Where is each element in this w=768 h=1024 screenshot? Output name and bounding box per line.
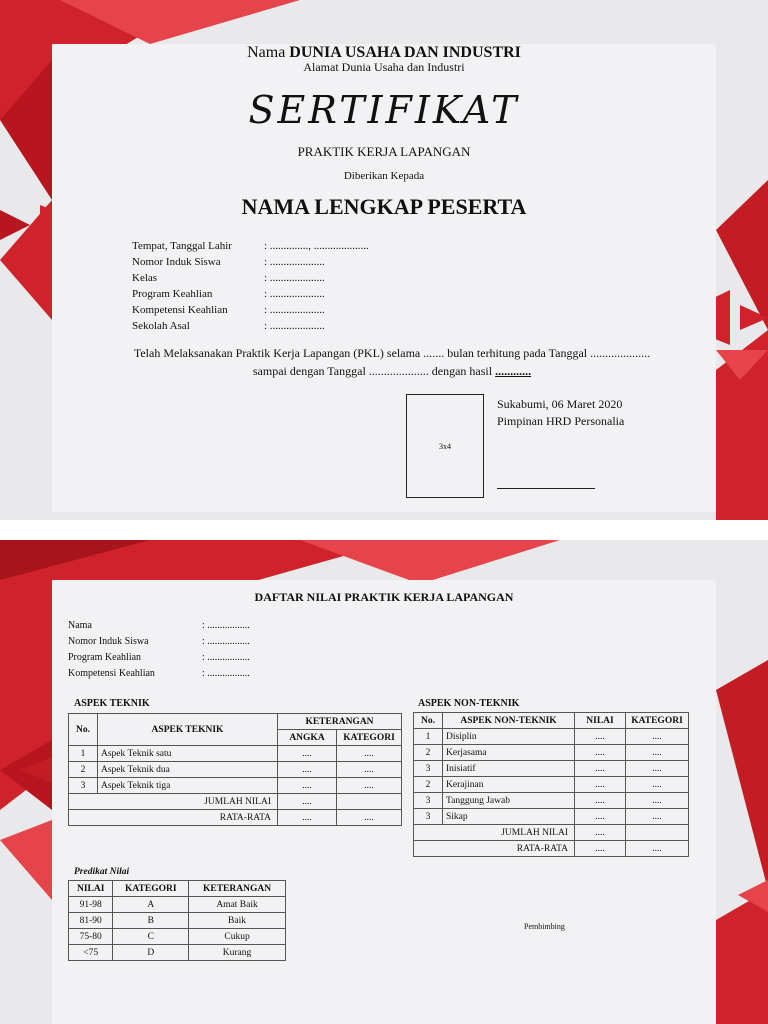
predicate-caption: Predikat Nilai bbox=[74, 867, 130, 877]
col-no: No. bbox=[69, 714, 98, 746]
cell-value: .... bbox=[575, 761, 626, 777]
supervisor-label: Pembimbing bbox=[524, 922, 565, 931]
col-category: KATEGORI bbox=[113, 881, 189, 897]
field-value: : .................... bbox=[264, 288, 325, 300]
table-row bbox=[414, 761, 689, 777]
col-aspect: ASPEK NON-TEKNIK bbox=[443, 713, 575, 729]
field-label: Program Keahlian bbox=[132, 288, 213, 300]
average-label: RATA-RATA bbox=[69, 810, 278, 826]
cell-category: D bbox=[113, 945, 189, 961]
cell-category: .... bbox=[337, 778, 402, 794]
cell-value: 75-80 bbox=[69, 929, 113, 945]
cell-info: Baik bbox=[189, 913, 286, 929]
average-label: RATA-RATA bbox=[414, 841, 575, 857]
given-to-label: Diberikan Kepada bbox=[343, 170, 425, 182]
cell-number: .... bbox=[278, 746, 337, 762]
average-row bbox=[69, 810, 402, 826]
col-category: KATEGORI bbox=[337, 730, 402, 746]
average-value: .... bbox=[575, 841, 626, 857]
table-row bbox=[414, 809, 689, 825]
col-value: NILAI bbox=[69, 881, 113, 897]
total-value: .... bbox=[575, 825, 626, 841]
cell-category: .... bbox=[626, 793, 689, 809]
cell-category: .... bbox=[626, 809, 689, 825]
cell-value: .... bbox=[575, 793, 626, 809]
field-value: : .................... bbox=[264, 256, 325, 268]
cell-number: .... bbox=[278, 778, 337, 794]
cell-aspect: Disiplin bbox=[443, 729, 575, 745]
cell-aspect: Tanggung Jawab bbox=[443, 793, 575, 809]
cell-aspect: Inisiatif bbox=[443, 761, 575, 777]
cell-info: Cukup bbox=[189, 929, 286, 945]
cell-category: .... bbox=[626, 729, 689, 745]
col-aspect: ASPEK TEKNIK bbox=[98, 714, 278, 746]
field-value: : ................. bbox=[202, 668, 250, 679]
table-row bbox=[414, 729, 689, 745]
cell-category: .... bbox=[626, 777, 689, 793]
cell-aspect: Kerjasama bbox=[443, 745, 575, 761]
company-name: Nama DUNIA USAHA DAN INDUSTRI bbox=[247, 44, 521, 61]
cell-category: .... bbox=[337, 746, 402, 762]
field-label: Nama bbox=[68, 620, 92, 631]
cell-info: Kurang bbox=[189, 945, 286, 961]
field-value: : .............., .................... bbox=[264, 240, 369, 252]
field-value: : ................. bbox=[202, 652, 250, 663]
signer-title: Pimpinan HRD Personalia bbox=[497, 414, 625, 428]
cell-value: 91-98 bbox=[69, 897, 113, 913]
cell-category: .... bbox=[337, 762, 402, 778]
cell-no: 2 bbox=[69, 762, 98, 778]
cell-no: 3 bbox=[414, 793, 443, 809]
cell-aspect: Aspek Teknik satu bbox=[98, 746, 278, 762]
table-row bbox=[69, 762, 402, 778]
completion-statement bbox=[112, 344, 672, 380]
col-number: ANGKA bbox=[278, 730, 337, 746]
field-label: Kelas bbox=[132, 272, 158, 284]
field-value: : .................... bbox=[264, 272, 325, 284]
empty-cell bbox=[626, 825, 689, 841]
total-label: JUMLAH NILAI bbox=[69, 794, 278, 810]
average-value: .... bbox=[278, 810, 337, 826]
cell-aspect: Aspek Teknik tiga bbox=[98, 778, 278, 794]
cell-number: .... bbox=[278, 762, 337, 778]
col-category: KATEGORI bbox=[626, 713, 689, 729]
cell-no: 1 bbox=[69, 746, 98, 762]
certificate-subtitle: PRAKTIK KERJA LAPANGAN bbox=[297, 144, 471, 159]
cell-no: 2 bbox=[414, 745, 443, 761]
table-row bbox=[69, 913, 286, 929]
field-label: Sekolah Asal bbox=[132, 320, 190, 332]
cell-value: .... bbox=[575, 777, 626, 793]
cell-aspect: Kerajinan bbox=[443, 777, 575, 793]
field-label: Tempat, Tanggal Lahir bbox=[132, 240, 232, 252]
grades-page bbox=[0, 540, 768, 1024]
total-row bbox=[69, 794, 402, 810]
signature-block bbox=[497, 396, 624, 430]
col-info: KETERANGAN bbox=[189, 881, 286, 897]
table-row bbox=[414, 745, 689, 761]
cell-no: 3 bbox=[69, 778, 98, 794]
col-no: No. bbox=[414, 713, 443, 729]
cell-value: .... bbox=[575, 809, 626, 825]
cell-aspect: Aspek Teknik dua bbox=[98, 762, 278, 778]
field-label: Nomor Induk Siswa bbox=[132, 256, 221, 268]
grades-paper bbox=[52, 580, 716, 1024]
company-address: Alamat Dunia Usaha dan Industri bbox=[303, 60, 465, 74]
technical-caption: ASPEK TEKNIK bbox=[74, 698, 150, 709]
cell-no: 3 bbox=[414, 809, 443, 825]
cell-category: C bbox=[113, 929, 189, 945]
cell-category: A bbox=[113, 897, 189, 913]
average-category: .... bbox=[626, 841, 689, 857]
statement-line-2: sampai dengan Tanggal .................... dengan hasil ............ bbox=[252, 364, 532, 378]
cell-aspect: Sikap bbox=[443, 809, 575, 825]
grades-title: DAFTAR NILAI PRAKTIK KERJA LAPANGAN bbox=[254, 590, 514, 604]
cell-value: .... bbox=[575, 745, 626, 761]
cell-no: 2 bbox=[414, 777, 443, 793]
table-row bbox=[414, 777, 689, 793]
predicate-table bbox=[68, 880, 286, 961]
place-date: Sukabumi, 06 Maret 2020 bbox=[497, 397, 623, 411]
cell-category: .... bbox=[626, 761, 689, 777]
table-header-row bbox=[69, 714, 402, 730]
cell-value: 81-90 bbox=[69, 913, 113, 929]
col-info: KETERANGAN bbox=[278, 714, 402, 730]
average-row bbox=[414, 841, 689, 857]
table-row bbox=[69, 897, 286, 913]
table-row bbox=[69, 945, 286, 961]
average-category: .... bbox=[337, 810, 402, 826]
table-row bbox=[69, 778, 402, 794]
table-header-row bbox=[414, 713, 689, 729]
nontechnical-table bbox=[413, 712, 689, 857]
participant-name: NAMA LENGKAP PESERTA bbox=[241, 194, 527, 219]
certificate-paper bbox=[52, 44, 716, 512]
cell-no: 3 bbox=[414, 761, 443, 777]
cell-info: Amat Baik bbox=[189, 897, 286, 913]
cell-category: B bbox=[113, 913, 189, 929]
field-label: Program Keahlian bbox=[68, 652, 142, 663]
field-label: Nomor Induk Siswa bbox=[68, 636, 149, 647]
cell-no: 1 bbox=[414, 729, 443, 745]
field-value: : .................... bbox=[264, 304, 325, 316]
certificate-title: SERTIFIKAT bbox=[248, 88, 520, 132]
table-row bbox=[414, 793, 689, 809]
statement-result: ............ bbox=[495, 364, 532, 378]
cell-category: .... bbox=[626, 745, 689, 761]
table-header-row bbox=[69, 881, 286, 897]
photo-size-label: 3x4 bbox=[439, 441, 451, 451]
field-value: : ................. bbox=[202, 620, 250, 631]
statement-line-1: Telah Melaksanakan Praktik Kerja Lapangan (PKL) selama ....... bulan terhitung pada Tanggal .................... bbox=[133, 346, 651, 360]
table-row bbox=[69, 929, 286, 945]
table-row bbox=[69, 746, 402, 762]
field-label: Kompetensi Keahlian bbox=[68, 668, 155, 679]
field-label: Kompetensi Keahlian bbox=[132, 304, 228, 316]
total-value: .... bbox=[278, 794, 337, 810]
field-value: : .................... bbox=[264, 320, 325, 332]
total-row bbox=[414, 825, 689, 841]
total-label: JUMLAH NILAI bbox=[414, 825, 575, 841]
empty-cell bbox=[337, 794, 402, 810]
photo-placeholder bbox=[406, 394, 484, 498]
cell-value: <75 bbox=[69, 945, 113, 961]
cell-value: .... bbox=[575, 729, 626, 745]
col-value: NILAI bbox=[575, 713, 626, 729]
technical-table bbox=[68, 713, 402, 826]
signature-line bbox=[497, 488, 595, 489]
field-value: : ................. bbox=[202, 636, 250, 647]
nontechnical-caption: ASPEK NON-TEKNIK bbox=[418, 698, 520, 709]
